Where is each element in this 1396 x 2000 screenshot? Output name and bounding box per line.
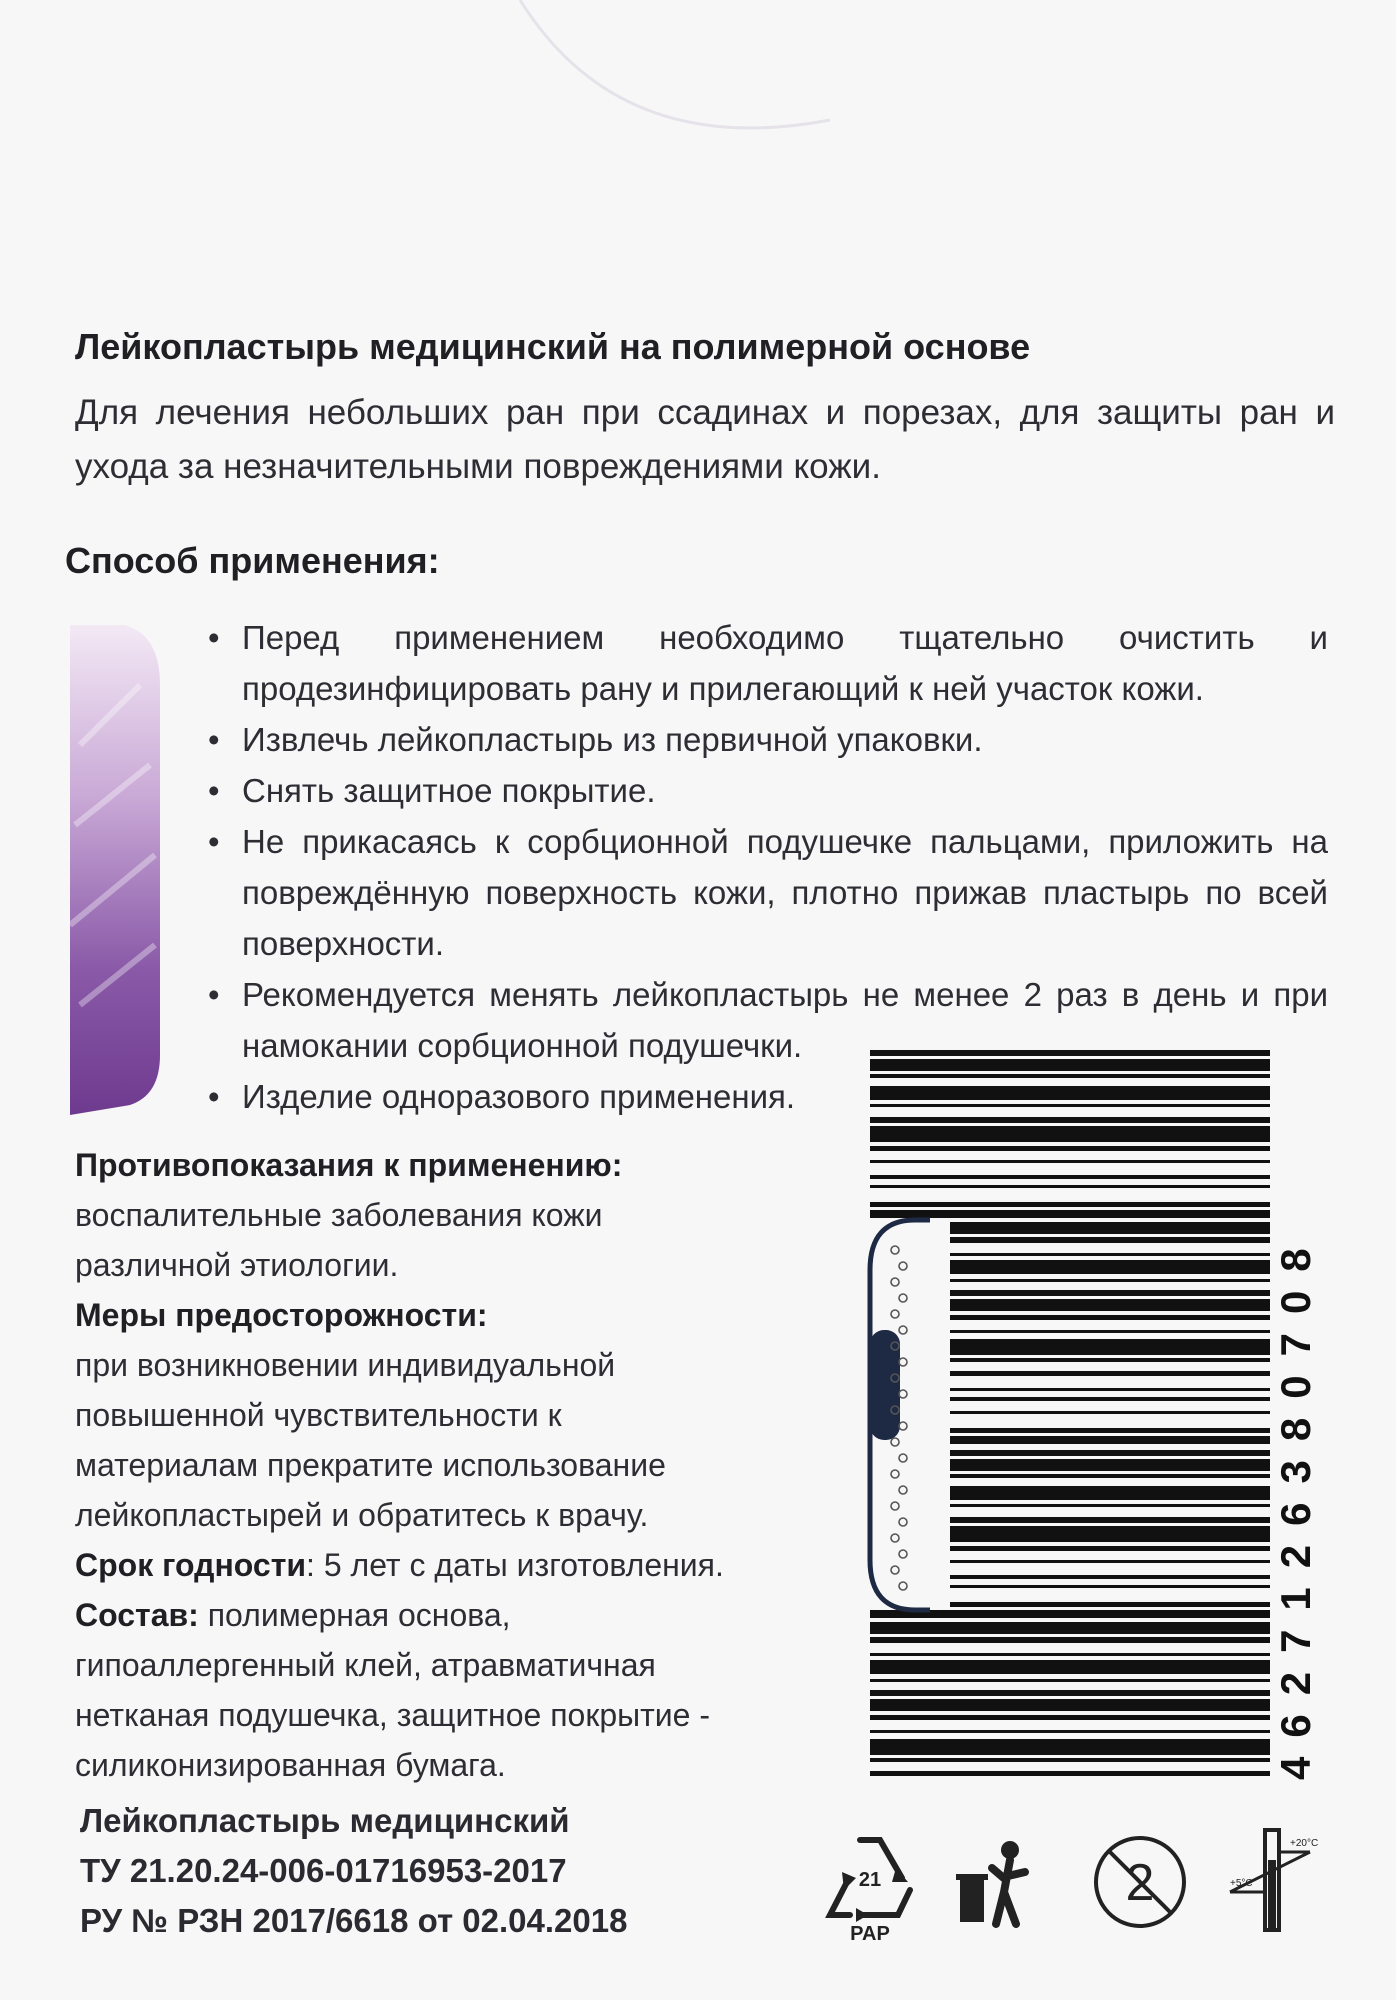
barcode-bar [950,1260,1270,1274]
barcode-bar [950,1358,1270,1362]
barcode-bar [870,1660,1270,1674]
barcode-bar [870,1771,1270,1776]
precautions-text: при возникновении индивидуальной повышенной чувствительности к материалам прекратите использование лейкопластырей и обратитесь к врачу. [75,1347,666,1533]
barcode-bar [950,1371,1270,1376]
barcode-bar [870,1104,1270,1107]
barcode-bar [950,1450,1270,1456]
barcode-bar [950,1436,1270,1444]
bullet-dot: • [208,619,220,656]
purple-brush-decoration [70,625,160,1115]
barcode-bar [870,1679,1270,1682]
bullet-dot: • [208,1078,220,1115]
list-item: • Рекомендуется менять лейкопластырь не менее 2 раз в день и при намокании сорбционной подушечки. [208,969,1328,1071]
barcode-bar [950,1602,1270,1607]
product-purpose: Для лечения небольших ран при ссадинах и порезах, для защиты ран и ухода за незначительными повреждениями кожи. [75,393,1335,486]
temperature-limit-icon [1230,1830,1318,1930]
barcode-bar [950,1253,1270,1256]
barcode-bar [950,1486,1270,1500]
barcode-bar [870,1739,1270,1755]
barcode-bar [950,1428,1270,1433]
barcode-bar [870,1059,1270,1071]
temp-min-label: +5°C [1230,1878,1253,1889]
footer-tech-spec: ТУ 21.20.24-006-01716953-2017 [80,1852,567,1889]
barcode-bar [950,1330,1270,1333]
precautions-heading: Меры предосторожности: [75,1297,488,1333]
barcode-bar [950,1397,1270,1401]
barcode-bar [870,1622,1270,1634]
barcode-bar [870,1185,1270,1188]
recycle-icon [830,1840,910,1940]
registration-info [80,1796,627,1946]
usage-heading: Способ применения: [65,540,440,581]
barcode-bar [870,1715,1270,1720]
barcode-bar [950,1222,1270,1234]
decorative-arc [500,0,1000,140]
temp-max-label: +20°C [1290,1838,1319,1849]
barcode-bar [870,1730,1270,1733]
composition-label: Состав: [75,1597,199,1633]
barcode-bar [950,1575,1270,1579]
barcode-bar [870,1653,1270,1656]
barcode-bar [950,1299,1270,1311]
shelf-life-value: : 5 лет с даты изготовления. [306,1547,724,1583]
barcode-bar [950,1504,1270,1507]
list-item: • Извлечь лейкопластырь из первичной упаковки. [208,714,1328,765]
list-item: • Изделие одноразового применения. [208,1071,1042,1122]
barcode-bar [870,1117,1270,1123]
barcode-bar [950,1526,1270,1542]
svg-text:2: 2 [1125,1854,1155,1912]
trash-bin-icon [956,1841,1025,1924]
bullet-dot: • [208,823,220,860]
contraindications-text: воспалительные заболевания кожи различной этиологии. [75,1197,603,1283]
bullet-dot: • [208,721,220,758]
composition [75,1590,735,1790]
barcode-bar [870,1050,1270,1056]
list-item: • Снять защитное покрытие. [208,765,1328,816]
barcode-bar [870,1210,1270,1218]
barcode-bar [870,1160,1270,1163]
barcode-bar [950,1546,1270,1551]
shelf-life-label: Срок годности [75,1547,307,1583]
barcode-bar [950,1560,1270,1563]
footer-registration: РУ № РЗН 2017/6618 от 02.04.2018 [80,1902,628,1939]
barcode-bar [870,1146,1270,1151]
barcode-bar [950,1585,1270,1588]
barcode-bar [870,1699,1270,1711]
barcode-bar [870,1126,1270,1142]
barcode [860,1040,1330,1800]
contraindications-heading: Противопоказания к применению: [75,1147,623,1183]
barcode-bar [870,1202,1270,1207]
footer-product-name: Лейкопластырь медицинский [80,1802,570,1839]
package-symbols [820,1820,1340,1940]
barcode-bars [870,1050,1270,1776]
barcode-bar [870,1086,1270,1100]
barcode-bar [870,1074,1270,1078]
barcode-digits: 4627126380708 [1272,1229,1319,1780]
barcode-bar [950,1290,1270,1296]
do-not-reuse-icon [1096,1838,1184,1926]
list-item: • Перед применением необходимо тщательно очистить и продезинфицировать рану и прилегающий к ней участок кожи. [208,612,1328,714]
barcode-bar [870,1758,1270,1762]
barcode-bar [950,1474,1270,1478]
details-column [75,1140,735,1790]
bullet-dot: • [208,976,220,1013]
barcode-bar [950,1388,1270,1391]
barcode-bar [950,1459,1270,1471]
barcode-bar [870,1637,1270,1643]
barcode-bar [950,1237,1270,1243]
recycle-code: 21 [858,1869,882,1891]
composition-value: полимерная основа, гипоаллергенный клей, атравматичная нетканая подушечка, защитное покрытие - силиконизированная бумага. [75,1597,710,1783]
barcode-bar [870,1690,1270,1696]
recycle-material: PAP [850,1923,890,1940]
barcode-bar [950,1339,1270,1355]
barcode-bar [950,1279,1270,1282]
barcode-bar [950,1411,1270,1414]
bullet-dot: • [208,772,220,809]
list-item: • Не прикасаясь к сорбционной подушечке пальцами, приложить на повреждённую поверхность кожи, плотно прижав пластырь по всей поверхности. [208,816,1328,969]
shelf-life [75,1540,735,1590]
product-title: Лейкопластырь медицинский на полимерной основе [75,326,1031,367]
perforation-panel [870,1220,930,1610]
barcode-bar [950,1517,1270,1523]
barcode-bar [870,1175,1270,1179]
barcode-bar [950,1315,1270,1320]
